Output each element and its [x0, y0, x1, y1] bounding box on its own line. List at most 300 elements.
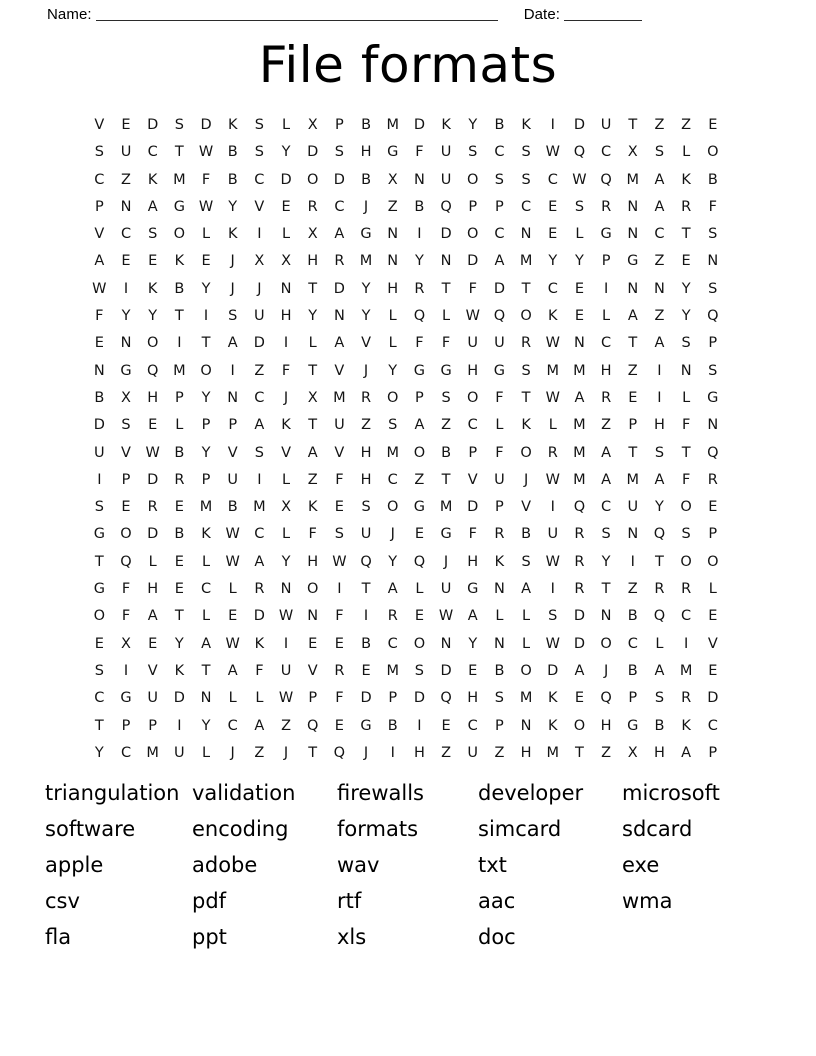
grid-letter[interactable]: R: [414, 280, 425, 297]
grid-letter[interactable]: Y: [201, 280, 211, 297]
grid-letter[interactable]: A: [467, 608, 478, 625]
grid-letter[interactable]: H: [307, 553, 319, 570]
grid-letter[interactable]: S: [334, 144, 344, 161]
grid-letter[interactable]: E: [628, 389, 638, 406]
grid-letter[interactable]: W: [545, 553, 560, 570]
grid-letter[interactable]: K: [494, 553, 505, 570]
grid-letter[interactable]: E: [708, 662, 718, 679]
grid-letter[interactable]: E: [708, 608, 718, 625]
grid-letter[interactable]: Z: [307, 471, 318, 488]
grid-letter[interactable]: K: [681, 171, 691, 188]
grid-letter[interactable]: T: [681, 226, 691, 243]
grid-letter[interactable]: W: [198, 198, 214, 215]
grid-letter[interactable]: R: [574, 581, 585, 598]
grid-letter[interactable]: R: [494, 526, 505, 543]
grid-letter[interactable]: S: [521, 362, 531, 379]
grid-letter[interactable]: P: [121, 717, 131, 734]
grid-letter[interactable]: N: [627, 280, 639, 297]
grid-letter[interactable]: T: [201, 662, 211, 679]
word-list-item[interactable]: microsoft: [622, 781, 720, 805]
grid-letter[interactable]: S: [468, 144, 478, 161]
grid-letter[interactable]: Q: [493, 308, 506, 325]
grid-letter[interactable]: O: [520, 308, 532, 325]
grid-letter[interactable]: M: [173, 171, 186, 188]
grid-letter[interactable]: Y: [388, 553, 398, 570]
grid-letter[interactable]: C: [94, 171, 105, 188]
grid-letter[interactable]: D: [413, 117, 425, 133]
grid-letter[interactable]: I: [417, 226, 422, 243]
grid-letter[interactable]: P: [148, 717, 158, 734]
grid-letter[interactable]: Y: [388, 362, 398, 379]
grid-letter[interactable]: O: [413, 444, 426, 461]
word-list-item[interactable]: validation: [192, 781, 296, 805]
grid-letter[interactable]: E: [174, 499, 184, 516]
grid-letter[interactable]: Q: [440, 690, 452, 707]
grid-letter[interactable]: I: [177, 717, 182, 734]
grid-letter[interactable]: A: [601, 471, 612, 488]
grid-letter[interactable]: Y: [468, 117, 478, 133]
grid-letter[interactable]: I: [283, 635, 289, 652]
grid-letter[interactable]: G: [413, 362, 426, 379]
grid-letter[interactable]: Z: [387, 198, 398, 215]
grid-letter[interactable]: W: [465, 308, 480, 325]
grid-letter[interactable]: G: [387, 144, 399, 161]
grid-letter[interactable]: Y: [414, 253, 424, 270]
grid-letter[interactable]: I: [257, 226, 262, 243]
grid-letter[interactable]: F: [441, 335, 451, 352]
grid-letter[interactable]: O: [467, 171, 479, 188]
grid-letter[interactable]: E: [574, 280, 585, 297]
grid-letter[interactable]: A: [227, 662, 238, 679]
grid-letter[interactable]: L: [201, 608, 211, 625]
grid-letter[interactable]: G: [120, 362, 132, 379]
grid-letter[interactable]: M: [173, 362, 186, 379]
grid-letter[interactable]: P: [228, 417, 238, 434]
grid-letter[interactable]: N: [707, 253, 719, 270]
grid-letter[interactable]: I: [123, 662, 129, 679]
grid-letter[interactable]: A: [227, 335, 238, 352]
grid-letter[interactable]: X: [254, 253, 265, 270]
word-list-item[interactable]: simcard: [478, 817, 562, 841]
grid-letter[interactable]: R: [147, 499, 158, 516]
grid-letter[interactable]: V: [94, 117, 105, 133]
word-list-item[interactable]: fla: [45, 925, 72, 949]
grid-letter[interactable]: C: [387, 635, 398, 652]
grid-letter[interactable]: N: [520, 717, 532, 734]
word-list-item[interactable]: aac: [478, 889, 516, 913]
grid-letter[interactable]: M: [573, 417, 586, 434]
grid-letter[interactable]: S: [148, 226, 158, 243]
grid-letter[interactable]: F: [495, 389, 504, 406]
grid-letter[interactable]: L: [255, 690, 264, 707]
grid-letter[interactable]: W: [545, 635, 560, 652]
grid-letter[interactable]: L: [228, 690, 237, 707]
word-list-item[interactable]: ppt: [192, 925, 227, 949]
grid-letter[interactable]: O: [707, 553, 719, 570]
grid-letter[interactable]: N: [493, 581, 505, 598]
grid-letter[interactable]: E: [708, 117, 718, 133]
grid-letter[interactable]: N: [280, 581, 292, 598]
grid-letter[interactable]: J: [283, 744, 289, 761]
grid-letter[interactable]: E: [414, 608, 424, 625]
grid-letter[interactable]: Q: [413, 553, 426, 570]
grid-letter[interactable]: F: [468, 526, 477, 543]
word-list-item[interactable]: encoding: [192, 817, 289, 841]
grid-letter[interactable]: L: [281, 526, 291, 543]
grid-letter[interactable]: C: [494, 144, 505, 161]
grid-letter[interactable]: D: [547, 662, 559, 679]
grid-letter[interactable]: A: [414, 417, 425, 434]
grid-letter[interactable]: B: [361, 635, 372, 652]
grid-letter[interactable]: R: [254, 581, 265, 598]
grid-letter[interactable]: N: [387, 253, 399, 270]
grid-letter[interactable]: R: [361, 389, 372, 406]
grid-letter[interactable]: F: [335, 690, 344, 707]
grid-letter[interactable]: W: [278, 690, 294, 707]
grid-letter[interactable]: F: [255, 662, 264, 679]
grid-letter[interactable]: K: [548, 308, 558, 325]
grid-letter[interactable]: D: [467, 253, 479, 270]
grid-letter[interactable]: C: [627, 635, 638, 652]
grid-letter[interactable]: N: [227, 389, 239, 406]
grid-letter[interactable]: V: [334, 362, 345, 379]
grid-letter[interactable]: Y: [575, 253, 584, 270]
grid-letter[interactable]: O: [600, 635, 612, 652]
word-list-item[interactable]: xls: [337, 925, 367, 949]
grid-letter[interactable]: G: [120, 690, 132, 707]
grid-letter[interactable]: Y: [601, 553, 611, 570]
grid-letter[interactable]: I: [363, 608, 369, 625]
grid-letter[interactable]: D: [307, 144, 319, 161]
word-list-item[interactable]: firewalls: [337, 781, 424, 805]
grid-letter[interactable]: B: [494, 662, 505, 679]
grid-letter[interactable]: L: [682, 144, 691, 161]
grid-letter[interactable]: L: [281, 226, 291, 243]
grid-letter[interactable]: H: [360, 444, 372, 461]
grid-letter[interactable]: L: [548, 417, 557, 434]
grid-letter[interactable]: K: [307, 499, 318, 516]
grid-letter[interactable]: U: [147, 690, 158, 707]
grid-letter[interactable]: Y: [121, 308, 131, 325]
grid-letter[interactable]: Q: [360, 553, 372, 570]
grid-letter[interactable]: D: [573, 635, 586, 652]
grid-letter[interactable]: K: [548, 690, 558, 707]
grid-letter[interactable]: T: [174, 308, 184, 325]
grid-letter[interactable]: T: [521, 280, 531, 297]
grid-letter[interactable]: M: [386, 662, 399, 679]
grid-letter[interactable]: R: [681, 581, 692, 598]
grid-letter[interactable]: X: [307, 226, 318, 243]
grid-letter[interactable]: C: [387, 471, 398, 488]
grid-letter[interactable]: D: [280, 171, 292, 188]
grid-letter[interactable]: I: [123, 280, 129, 297]
grid-letter[interactable]: E: [334, 635, 344, 652]
grid-letter[interactable]: F: [121, 581, 131, 598]
grid-letter[interactable]: Q: [573, 144, 586, 161]
grid-letter[interactable]: S: [254, 117, 264, 133]
grid-letter[interactable]: P: [174, 389, 184, 406]
grid-letter[interactable]: N: [333, 308, 345, 325]
grid-letter[interactable]: P: [708, 526, 718, 543]
grid-letter[interactable]: P: [121, 471, 131, 488]
grid-letter[interactable]: E: [174, 553, 184, 570]
grid-letter[interactable]: T: [308, 417, 318, 434]
grid-letter[interactable]: L: [495, 608, 504, 625]
grid-letter[interactable]: H: [653, 744, 665, 761]
grid-letter[interactable]: P: [601, 253, 611, 270]
grid-letter[interactable]: E: [148, 417, 158, 434]
grid-letter[interactable]: J: [363, 362, 369, 379]
grid-letter[interactable]: H: [280, 308, 292, 325]
grid-letter[interactable]: R: [681, 198, 692, 215]
grid-letter[interactable]: L: [201, 226, 211, 243]
grid-letter[interactable]: D: [253, 608, 265, 625]
grid-letter[interactable]: C: [227, 717, 238, 734]
word-list-item[interactable]: formats: [337, 817, 419, 841]
grid-letter[interactable]: P: [495, 499, 504, 516]
grid-letter[interactable]: L: [495, 417, 504, 434]
grid-letter[interactable]: L: [281, 117, 291, 133]
grid-letter[interactable]: L: [388, 335, 397, 352]
grid-letter[interactable]: Q: [600, 171, 612, 188]
grid-letter[interactable]: V: [307, 662, 318, 679]
grid-letter[interactable]: B: [227, 171, 238, 188]
grid-letter[interactable]: N: [120, 198, 132, 215]
grid-letter[interactable]: A: [521, 581, 532, 598]
grid-letter[interactable]: D: [467, 499, 479, 516]
grid-letter[interactable]: A: [574, 662, 585, 679]
grid-letter[interactable]: E: [708, 499, 718, 516]
grid-letter[interactable]: A: [654, 335, 665, 352]
grid-letter[interactable]: O: [707, 144, 719, 161]
grid-letter[interactable]: K: [147, 171, 158, 188]
grid-letter[interactable]: D: [493, 280, 505, 297]
grid-letter[interactable]: J: [363, 198, 369, 215]
grid-letter[interactable]: H: [147, 581, 159, 598]
grid-letter[interactable]: U: [440, 171, 452, 188]
date-write-in-line[interactable]: [564, 7, 642, 21]
grid-letter[interactable]: G: [440, 526, 452, 543]
grid-letter[interactable]: L: [201, 553, 211, 570]
grid-letter[interactable]: R: [307, 198, 318, 215]
grid-letter[interactable]: Z: [627, 362, 638, 379]
grid-letter[interactable]: N: [387, 226, 399, 243]
grid-letter[interactable]: Y: [361, 280, 371, 297]
grid-letter[interactable]: I: [97, 471, 102, 488]
grid-letter[interactable]: V: [254, 198, 265, 215]
grid-letter[interactable]: Y: [548, 253, 558, 270]
grid-letter[interactable]: S: [601, 526, 611, 543]
grid-letter[interactable]: I: [203, 308, 209, 325]
grid-letter[interactable]: Z: [441, 417, 452, 434]
grid-letter[interactable]: T: [441, 280, 451, 297]
name-write-in-line[interactable]: [96, 7, 498, 21]
grid-letter[interactable]: P: [335, 117, 344, 133]
grid-letter[interactable]: M: [199, 499, 213, 516]
grid-letter[interactable]: N: [627, 526, 639, 543]
grid-letter[interactable]: E: [201, 253, 211, 270]
word-list-item[interactable]: pdf: [192, 889, 227, 913]
grid-letter[interactable]: E: [174, 581, 184, 598]
grid-letter[interactable]: U: [494, 471, 505, 488]
grid-letter[interactable]: V: [334, 444, 345, 461]
grid-letter[interactable]: I: [177, 335, 182, 352]
grid-letter[interactable]: U: [227, 471, 238, 488]
grid-letter[interactable]: J: [390, 526, 395, 543]
grid-letter[interactable]: A: [147, 608, 158, 625]
grid-letter[interactable]: A: [654, 662, 665, 679]
grid-letter[interactable]: Z: [654, 253, 665, 270]
grid-letter[interactable]: Y: [148, 308, 158, 325]
grid-letter[interactable]: F: [415, 335, 424, 352]
grid-letter[interactable]: X: [627, 744, 638, 761]
grid-letter[interactable]: U: [174, 744, 185, 761]
grid-letter[interactable]: J: [283, 389, 289, 406]
grid-letter[interactable]: N: [707, 417, 719, 434]
grid-letter[interactable]: S: [254, 144, 264, 161]
grid-letter[interactable]: K: [147, 280, 158, 297]
grid-letter[interactable]: X: [627, 144, 638, 161]
grid-letter[interactable]: V: [94, 226, 105, 243]
grid-letter[interactable]: L: [682, 389, 691, 406]
grid-letter[interactable]: S: [708, 226, 718, 243]
grid-letter[interactable]: T: [94, 717, 104, 734]
grid-letter[interactable]: X: [121, 389, 131, 406]
grid-letter[interactable]: I: [550, 499, 555, 516]
grid-letter[interactable]: P: [708, 744, 718, 761]
grid-letter[interactable]: I: [657, 389, 662, 406]
grid-letter[interactable]: Y: [655, 499, 664, 516]
grid-letter[interactable]: D: [173, 690, 185, 707]
grid-letter[interactable]: B: [227, 499, 238, 516]
grid-letter[interactable]: N: [574, 335, 585, 352]
grid-letter[interactable]: U: [334, 417, 345, 434]
grid-letter[interactable]: U: [494, 335, 505, 352]
grid-letter[interactable]: N: [680, 362, 692, 379]
grid-letter[interactable]: P: [468, 198, 478, 215]
grid-letter[interactable]: C: [334, 198, 345, 215]
grid-letter[interactable]: S: [708, 362, 718, 379]
grid-letter[interactable]: E: [681, 253, 691, 270]
grid-letter[interactable]: P: [415, 389, 424, 406]
grid-letter[interactable]: E: [228, 608, 238, 625]
grid-letter[interactable]: T: [655, 553, 664, 570]
grid-letter[interactable]: Y: [201, 717, 211, 734]
grid-letter[interactable]: Y: [681, 308, 691, 325]
grid-letter[interactable]: W: [198, 144, 214, 161]
grid-letter[interactable]: F: [335, 608, 344, 625]
grid-letter[interactable]: Q: [707, 308, 719, 325]
grid-letter[interactable]: S: [654, 690, 665, 707]
grid-letter[interactable]: E: [148, 635, 158, 652]
grid-letter[interactable]: D: [360, 690, 372, 707]
grid-letter[interactable]: R: [601, 389, 612, 406]
grid-letter[interactable]: L: [201, 744, 211, 761]
grid-letter[interactable]: H: [360, 471, 372, 488]
word-list-item[interactable]: csv: [45, 889, 80, 913]
grid-letter[interactable]: Q: [333, 744, 346, 761]
grid-letter[interactable]: C: [547, 280, 558, 297]
grid-letter[interactable]: M: [546, 362, 560, 379]
grid-letter[interactable]: E: [94, 335, 104, 352]
grid-letter[interactable]: H: [600, 717, 612, 734]
grid-letter[interactable]: G: [360, 226, 372, 243]
grid-letter[interactable]: U: [467, 744, 479, 761]
grid-letter[interactable]: F: [468, 280, 477, 297]
grid-letter[interactable]: B: [654, 717, 665, 734]
grid-letter[interactable]: R: [574, 553, 585, 570]
grid-letter[interactable]: O: [173, 226, 186, 243]
grid-letter[interactable]: L: [415, 581, 424, 598]
grid-letter[interactable]: A: [627, 308, 638, 325]
grid-letter[interactable]: B: [494, 117, 505, 133]
grid-letter[interactable]: E: [334, 499, 344, 516]
grid-letter[interactable]: R: [574, 526, 585, 543]
grid-letter[interactable]: J: [230, 253, 235, 270]
grid-letter[interactable]: G: [467, 581, 479, 598]
grid-letter[interactable]: P: [628, 417, 638, 434]
word-list-item[interactable]: wma: [622, 889, 673, 913]
grid-letter[interactable]: S: [228, 308, 238, 325]
grid-letter[interactable]: Z: [681, 117, 692, 133]
grid-letter[interactable]: N: [280, 280, 292, 297]
grid-letter[interactable]: S: [334, 526, 344, 543]
grid-letter[interactable]: Z: [254, 744, 265, 761]
grid-letter[interactable]: U: [547, 526, 559, 543]
grid-letter[interactable]: W: [225, 635, 240, 652]
grid-letter[interactable]: Z: [494, 744, 505, 761]
grid-letter[interactable]: S: [494, 171, 505, 188]
grid-letter[interactable]: R: [174, 471, 185, 488]
grid-letter[interactable]: D: [440, 662, 452, 679]
grid-letter[interactable]: G: [600, 226, 612, 243]
grid-letter[interactable]: M: [386, 444, 399, 461]
grid-letter[interactable]: R: [707, 471, 718, 488]
grid-letter[interactable]: P: [628, 690, 638, 707]
grid-letter[interactable]: A: [334, 335, 345, 352]
grid-letter[interactable]: S: [388, 417, 398, 434]
grid-letter[interactable]: Q: [653, 608, 666, 625]
grid-letter[interactable]: U: [600, 117, 612, 133]
grid-letter[interactable]: S: [174, 117, 184, 133]
grid-letter[interactable]: H: [520, 744, 532, 761]
grid-letter[interactable]: M: [439, 499, 453, 516]
grid-letter[interactable]: S: [548, 608, 558, 625]
grid-letter[interactable]: A: [601, 444, 612, 461]
grid-letter[interactable]: H: [467, 690, 479, 707]
grid-letter[interactable]: E: [121, 117, 131, 133]
grid-letter[interactable]: I: [603, 280, 609, 297]
grid-letter[interactable]: K: [521, 417, 531, 434]
grid-letter[interactable]: O: [520, 662, 532, 679]
grid-letter[interactable]: T: [575, 744, 584, 761]
grid-letter[interactable]: V: [281, 444, 291, 461]
grid-letter[interactable]: S: [414, 662, 424, 679]
grid-letter[interactable]: T: [361, 581, 371, 598]
grid-letter[interactable]: Y: [361, 308, 371, 325]
grid-letter[interactable]: U: [440, 144, 452, 161]
grid-letter[interactable]: E: [441, 717, 451, 734]
grid-letter[interactable]: T: [628, 117, 638, 133]
grid-letter[interactable]: H: [467, 553, 479, 570]
grid-letter[interactable]: G: [627, 717, 639, 734]
grid-letter[interactable]: I: [630, 553, 635, 570]
grid-letter[interactable]: W: [225, 526, 240, 543]
grid-letter[interactable]: X: [281, 499, 291, 516]
grid-letter[interactable]: F: [415, 144, 424, 161]
grid-letter[interactable]: M: [626, 471, 640, 488]
grid-letter[interactable]: S: [121, 417, 131, 434]
